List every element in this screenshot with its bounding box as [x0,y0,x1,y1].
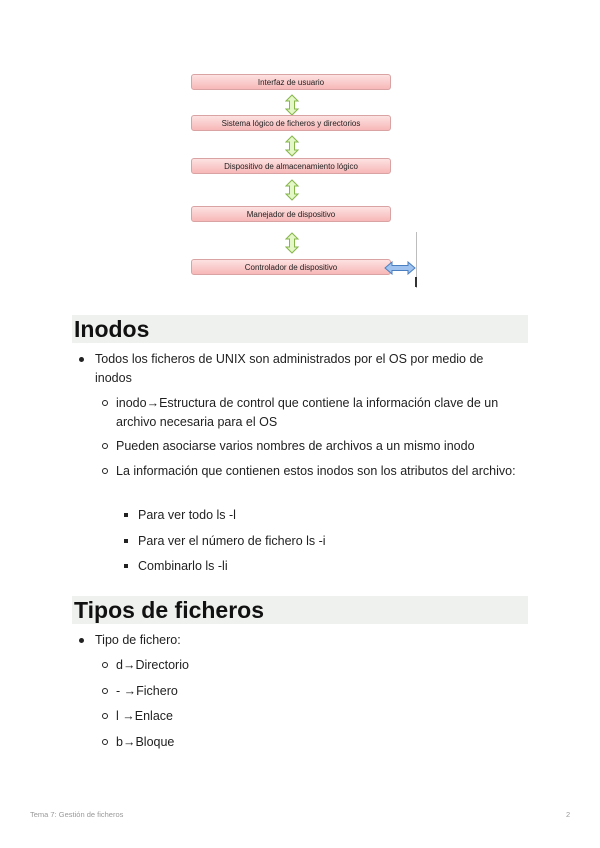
heading-tipos-de-ficheros: Tipos de ficheros [72,596,528,624]
double-arrow-icon [285,135,299,157]
list-item: l →Enlace [116,707,520,726]
divider-tick [415,277,417,287]
list-item: - →Fichero [116,682,520,701]
layer-logical-storage-device: Dispositivo de almacenamiento lógico [191,158,391,174]
layer-user-interface: Interfaz de usuario [191,74,391,90]
list-item: b→Bloque [116,733,520,752]
double-arrow-icon [285,94,299,116]
horizontal-double-arrow-icon [384,261,416,275]
list-item: d→Directorio [116,656,520,675]
list-item: La información que contienen estos inodos son los atributos del archivo: [116,462,520,481]
double-arrow-icon [285,179,299,201]
footer-document-title: Tema 7: Gestión de ficheros [30,810,124,819]
list-item: Tipo de fichero: [95,631,515,650]
heading-inodos: Inodos [72,315,528,343]
list-item: Combinarlo ls -li [138,557,518,576]
double-arrow-icon [285,232,299,254]
footer-page-number: 2 [566,810,571,819]
file-system-layers-diagram [0,0,600,300]
list-item: Pueden asociarse varios nombres de archivos a un mismo inodo [116,437,520,456]
list-item: inodo→Estructura de control que contiene la información clave de un archivo necesaria para el OS [116,394,520,432]
list-item: Todos los ficheros de UNIX son administrados por el OS por medio de inodos [95,350,515,388]
list-item: Para ver todo ls -l [138,506,518,525]
list-item: Para ver el número de fichero ls -i [138,532,518,551]
layer-device-controller: Controlador de dispositivo [191,259,391,275]
layer-logical-file-system: Sistema lógico de ficheros y directorios [191,115,391,131]
layer-device-driver: Manejador de dispositivo [191,206,391,222]
